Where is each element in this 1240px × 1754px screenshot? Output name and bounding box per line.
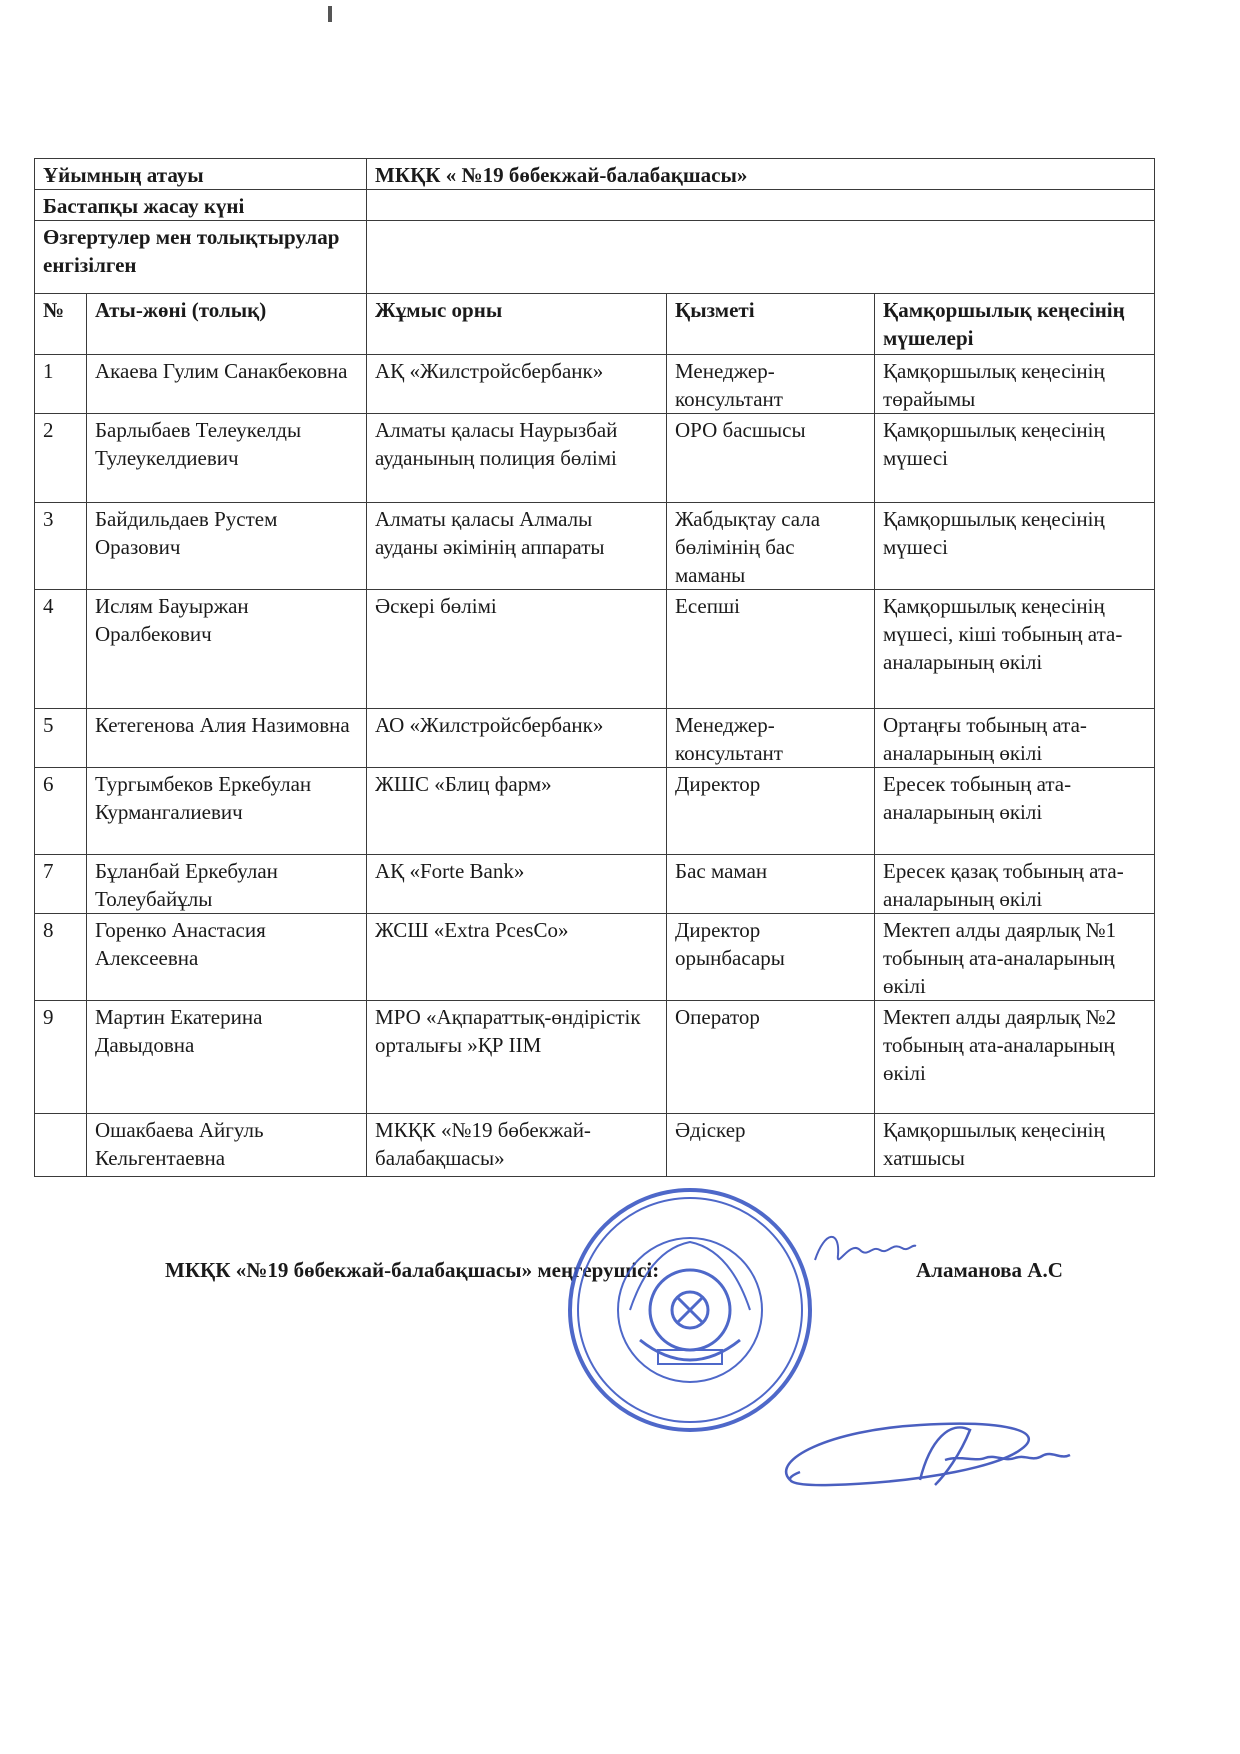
changes-label: Өзгертулер мен толықтырулар енгізілген (35, 221, 367, 294)
cell-position: Менеджер-консультант (667, 355, 875, 414)
cell-workplace: Алматы қаласы Алмалы ауданы әкімінің аппараты (367, 503, 667, 590)
cell-workplace: ЖШС «Блиц фарм» (367, 768, 667, 855)
cell-number: 2 (35, 414, 87, 503)
cell-workplace: Әскері бөлімі (367, 590, 667, 709)
table-row (35, 1001, 1155, 1114)
cell-number (35, 1114, 87, 1177)
cell-position: ОРО басшысы (667, 414, 875, 503)
cell-board-role: Қамқоршылық кеңесінің мүшесі (875, 503, 1155, 590)
cell-board-role: Қамқоршылық кеңесінің төрайымы (875, 355, 1155, 414)
cell-board-role: Ересек тобының ата-аналарының өкілі (875, 768, 1155, 855)
cell-full-name: Ислям Бауыржан Оралбекович (87, 590, 367, 709)
cell-number: 7 (35, 855, 87, 914)
cell-number: 6 (35, 768, 87, 855)
table-row (35, 355, 1155, 414)
table-row (35, 503, 1155, 590)
small-signature (810, 1220, 920, 1280)
org-name-value: МКҚК « №19 бөбекжай-балабақшасы» (367, 159, 1155, 190)
start-date-label: Бастапқы жасау күні (35, 190, 367, 221)
cell-position: Есепші (667, 590, 875, 709)
cell-workplace: Алматы қаласы Наурызбай ауданының полиция бөлімі (367, 414, 667, 503)
table-row (35, 590, 1155, 709)
cell-workplace: МКҚК «№19 бөбекжай-балабақшасы» (367, 1114, 667, 1177)
cell-board-role: Қамқоршылық кеңесінің мүшесі, кіші тобының ата-аналарының өкілі (875, 590, 1155, 709)
cell-number: 4 (35, 590, 87, 709)
cell-full-name: Ошакбаева Айгуль Кельгентаевна (87, 1114, 367, 1177)
cell-full-name: Кетегенова Алия Назимовна (87, 709, 367, 768)
cell-workplace: АҚ «Forte Bank» (367, 855, 667, 914)
cell-full-name: Бұланбай Еркебулан Толеубайұлы (87, 855, 367, 914)
cell-board-role: Қамқоршылық кеңесінің хатшысы (875, 1114, 1155, 1177)
org-name-row (35, 159, 1155, 190)
scan-mark (328, 6, 332, 22)
cell-workplace: ЖСШ «Extra PcesCo» (367, 914, 667, 1001)
cell-number: 1 (35, 355, 87, 414)
table-row (35, 914, 1155, 1001)
cell-full-name: Акаева Гулим Санакбековна (87, 355, 367, 414)
cell-position: Жабдықтау сала бөлімінің бас маманы (667, 503, 875, 590)
org-name-label: Ұйымның атауы (35, 159, 367, 190)
table-row (35, 1114, 1155, 1177)
col-position: Қызметі (667, 294, 875, 355)
cell-workplace: АО «Жилстройсбербанк» (367, 709, 667, 768)
cell-position: Менеджер-консультант (667, 709, 875, 768)
table-row (35, 855, 1155, 914)
cell-number: 8 (35, 914, 87, 1001)
cell-position: Әдіскер (667, 1114, 875, 1177)
cell-workplace: МРО «Ақпараттық-өндірістік орталығы »ҚР ІІМ (367, 1001, 667, 1114)
column-header-row (35, 294, 1155, 355)
start-date-row (35, 190, 1155, 221)
col-full-name: Аты-жөні (толық) (87, 294, 367, 355)
director-title: МКҚК «№19 бөбекжай-балабақшасы» меңгерушісі: (165, 1258, 660, 1282)
cell-position: Директор (667, 768, 875, 855)
cell-workplace: АҚ «Жилстройсбербанк» (367, 355, 667, 414)
cell-full-name: Барлыбаев Телеукелды Тулеукелдиевич (87, 414, 367, 503)
handwritten-signature (770, 1400, 1100, 1500)
cell-board-role: Қамқоршылық кеңесінің мүшесі (875, 414, 1155, 503)
col-workplace: Жұмыс орны (367, 294, 667, 355)
cell-full-name: Мартин Екатерина Давыдовна (87, 1001, 367, 1114)
cell-position: Оператор (667, 1001, 875, 1114)
cell-full-name: Горенко Анастасия Алексеевна (87, 914, 367, 1001)
cell-position: Директор орынбасары (667, 914, 875, 1001)
cell-position: Бас маман (667, 855, 875, 914)
table-row (35, 768, 1155, 855)
changes-value (367, 221, 1155, 294)
board-members-table (34, 158, 1155, 1177)
cell-board-role: Ересек қазақ тобының ата-аналарының өкілі (875, 855, 1155, 914)
cell-board-role: Ортаңғы тобының ата-аналарының өкілі (875, 709, 1155, 768)
director-name: Аламанова А.С (916, 1258, 1063, 1282)
cell-number: 3 (35, 503, 87, 590)
start-date-value (367, 190, 1155, 221)
cell-full-name: Байдильдаев Рустем Оразович (87, 503, 367, 590)
col-board-role: Қамқоршылық кеңесінің мүшелері (875, 294, 1155, 355)
table-row (35, 709, 1155, 768)
cell-board-role: Мектеп алды даярлық №2 тобының ата-аналарының өкілі (875, 1001, 1155, 1114)
cell-number: 9 (35, 1001, 87, 1114)
col-number: № (35, 294, 87, 355)
cell-board-role: Мектеп алды даярлық №1 тобының ата-аналарының өкілі (875, 914, 1155, 1001)
cell-number: 5 (35, 709, 87, 768)
changes-row (35, 221, 1155, 294)
table-row (35, 414, 1155, 503)
cell-full-name: Тургымбеков Еркебулан Курмангалиевич (87, 768, 367, 855)
